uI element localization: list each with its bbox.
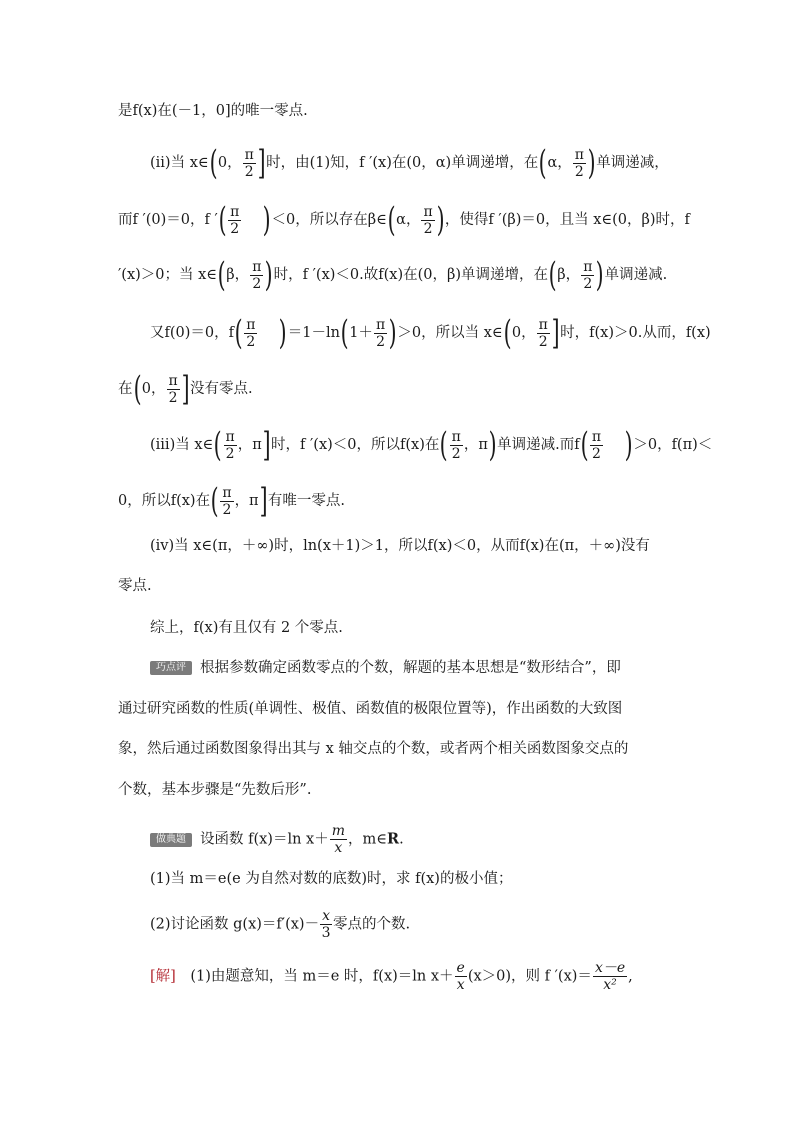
fraction-pi-over-2: $\frac{\pi}{2}$ (583, 258, 593, 292)
text-line-1: 是f(x)在(－1，0]的唯一零点. (118, 103, 308, 119)
fraction-m-over-x: $\frac{m}{x}$ (331, 823, 346, 856)
fraction-e-over-x: $\frac{e}{x}$ (456, 960, 465, 993)
text-line-8: 0，所以f(x)在( $\frac{\pi}{2}$ ，π]有唯一零点. (118, 481, 345, 521)
fraction-pi-over-2: $\frac{\pi}{2}$ (246, 316, 256, 350)
comment-paragraph-line-4: 个数，基本步骤是“先数后形”. (118, 782, 312, 798)
comment-paragraph-line-3: 象，然后通过函数图象得出其与 x 轴交点的个数，或者两个相关函数图象交点的 (118, 741, 629, 757)
fraction-pi-over-2: $\frac{\pi}{2}$ (423, 203, 433, 237)
left-paren: ( (209, 143, 218, 183)
example-tag: 做典题 (150, 833, 192, 847)
fraction-pi-over-2: $\frac{\pi}{2}$ (375, 316, 386, 350)
text-line-9: (ⅳ)当 x∈(π，＋∞)时，ln(x＋1)＞1，所以f(x)＜0，从而f(x)在(π，＋∞)没有 (150, 538, 650, 554)
fraction-pi-over-2: $\frac{\pi}{2}$ (538, 316, 548, 350)
fraction-pi-over-2: $\frac{\pi}{2}$ (591, 428, 602, 462)
comment-tag: 巧点评 (150, 661, 192, 675)
text-line-6: 在(0， $\frac{\pi}{2}$ ]没有零点. (118, 369, 253, 409)
text-line-10: 零点. (118, 578, 152, 594)
fraction-pi-over-2: $\frac{\pi}{2}$ (252, 258, 262, 292)
question-2-line: (2)讨论函数 g(x)＝f′(x)－ $\frac{x}{3}$ 零点的个数. (150, 908, 411, 941)
fraction-pi-over-2: $\frac{\pi}{2}$ (451, 428, 461, 462)
text-line-4: ′(x)＞0；当 x∈(β， $\frac{\pi}{2}$ )时，f ′(x)＜0.故f(x)在(0，β)单调递增，在(β， $\frac{\pi}{2}$ )单调递减. (118, 255, 668, 295)
question-1-line: (1)当 m＝e(e 为自然对数的底数)时，求 f(x)的极小值； (150, 871, 513, 887)
example-problem-line: 做典题 设函数 f(x)＝ln x＋ $\frac{m}{x}$ ，m∈R. (150, 823, 404, 856)
comment-paragraph-line-1: 巧点评 根据参数确定函数零点的个数，解题的基本思想是“数形结合”，即 (150, 658, 621, 678)
comment-paragraph-line-2: 通过研究函数的性质(单调性、极值、函数值的极限位置等)，作出函数的大致图 (118, 701, 623, 717)
fraction-pi-over-2: $\frac{\pi}{2}$ (230, 203, 240, 237)
text-line-2: (ⅱ)当 x∈(0， $\frac{\pi}{2}$ ]时，由(1)知，f ′(x)在(0，α)单调递增，在(α， $\frac{\pi}{2}$ )单调递减， (150, 143, 669, 183)
fraction-pi-over-2: $\frac{\pi}{2}$ (222, 484, 232, 518)
fraction-pi-over-2: $\frac{\pi}{2}$ (244, 146, 254, 180)
fraction-derivative: $\frac{x-e}{\text{x²}}$ (594, 960, 626, 993)
text-line-3: 而f ′(0)＝0，f ′( $\frac{\pi}{2}$ )＜0，所以存在β∈(α， $\frac{\pi}{2}$ )，使得f ′(β)＝0，且当 x∈(0，β)时，f (118, 200, 690, 240)
fraction-pi-over-2: $\frac{\pi}{2}$ (225, 428, 235, 462)
solution-label: [解] (150, 968, 176, 985)
text-line-7: (ⅲ)当 x∈( $\frac{\pi}{2}$ ，π]时，f ′(x)＜0，所以f(x)在( $\frac{\pi}{2}$ ，π)单调递减.而f( $\frac{\pi}{2}$ )＞0，f(π)＜ (150, 425, 713, 465)
text-line-5: 又f(0)＝0，f( $\frac{\pi}{2}$ )＝1－ln(1＋ $\frac{\pi}{2}$ )＞0，所以当 x∈(0， $\frac{\pi}{2}$ ]时，f(x)＞0.从而，f(x) (150, 313, 711, 353)
fraction-x-over-3: $\frac{x}{3}$ (321, 908, 331, 941)
solution-line: [解] (1)由题意知，当 m＝e 时，f(x)＝ln x＋ $\frac{e}{x}$ (x＞0)，则 f ′(x)＝ $\frac{x-e}{\text{x²}}$ , (150, 960, 633, 993)
fraction-pi-over-2: $\frac{\pi}{2}$ (574, 146, 584, 180)
text-line-11: 综上，f(x)有且仅有 2 个零点. (150, 620, 343, 636)
right-bracket: ] (257, 143, 266, 183)
fraction-pi-over-2: $\frac{\pi}{2}$ (168, 372, 178, 406)
